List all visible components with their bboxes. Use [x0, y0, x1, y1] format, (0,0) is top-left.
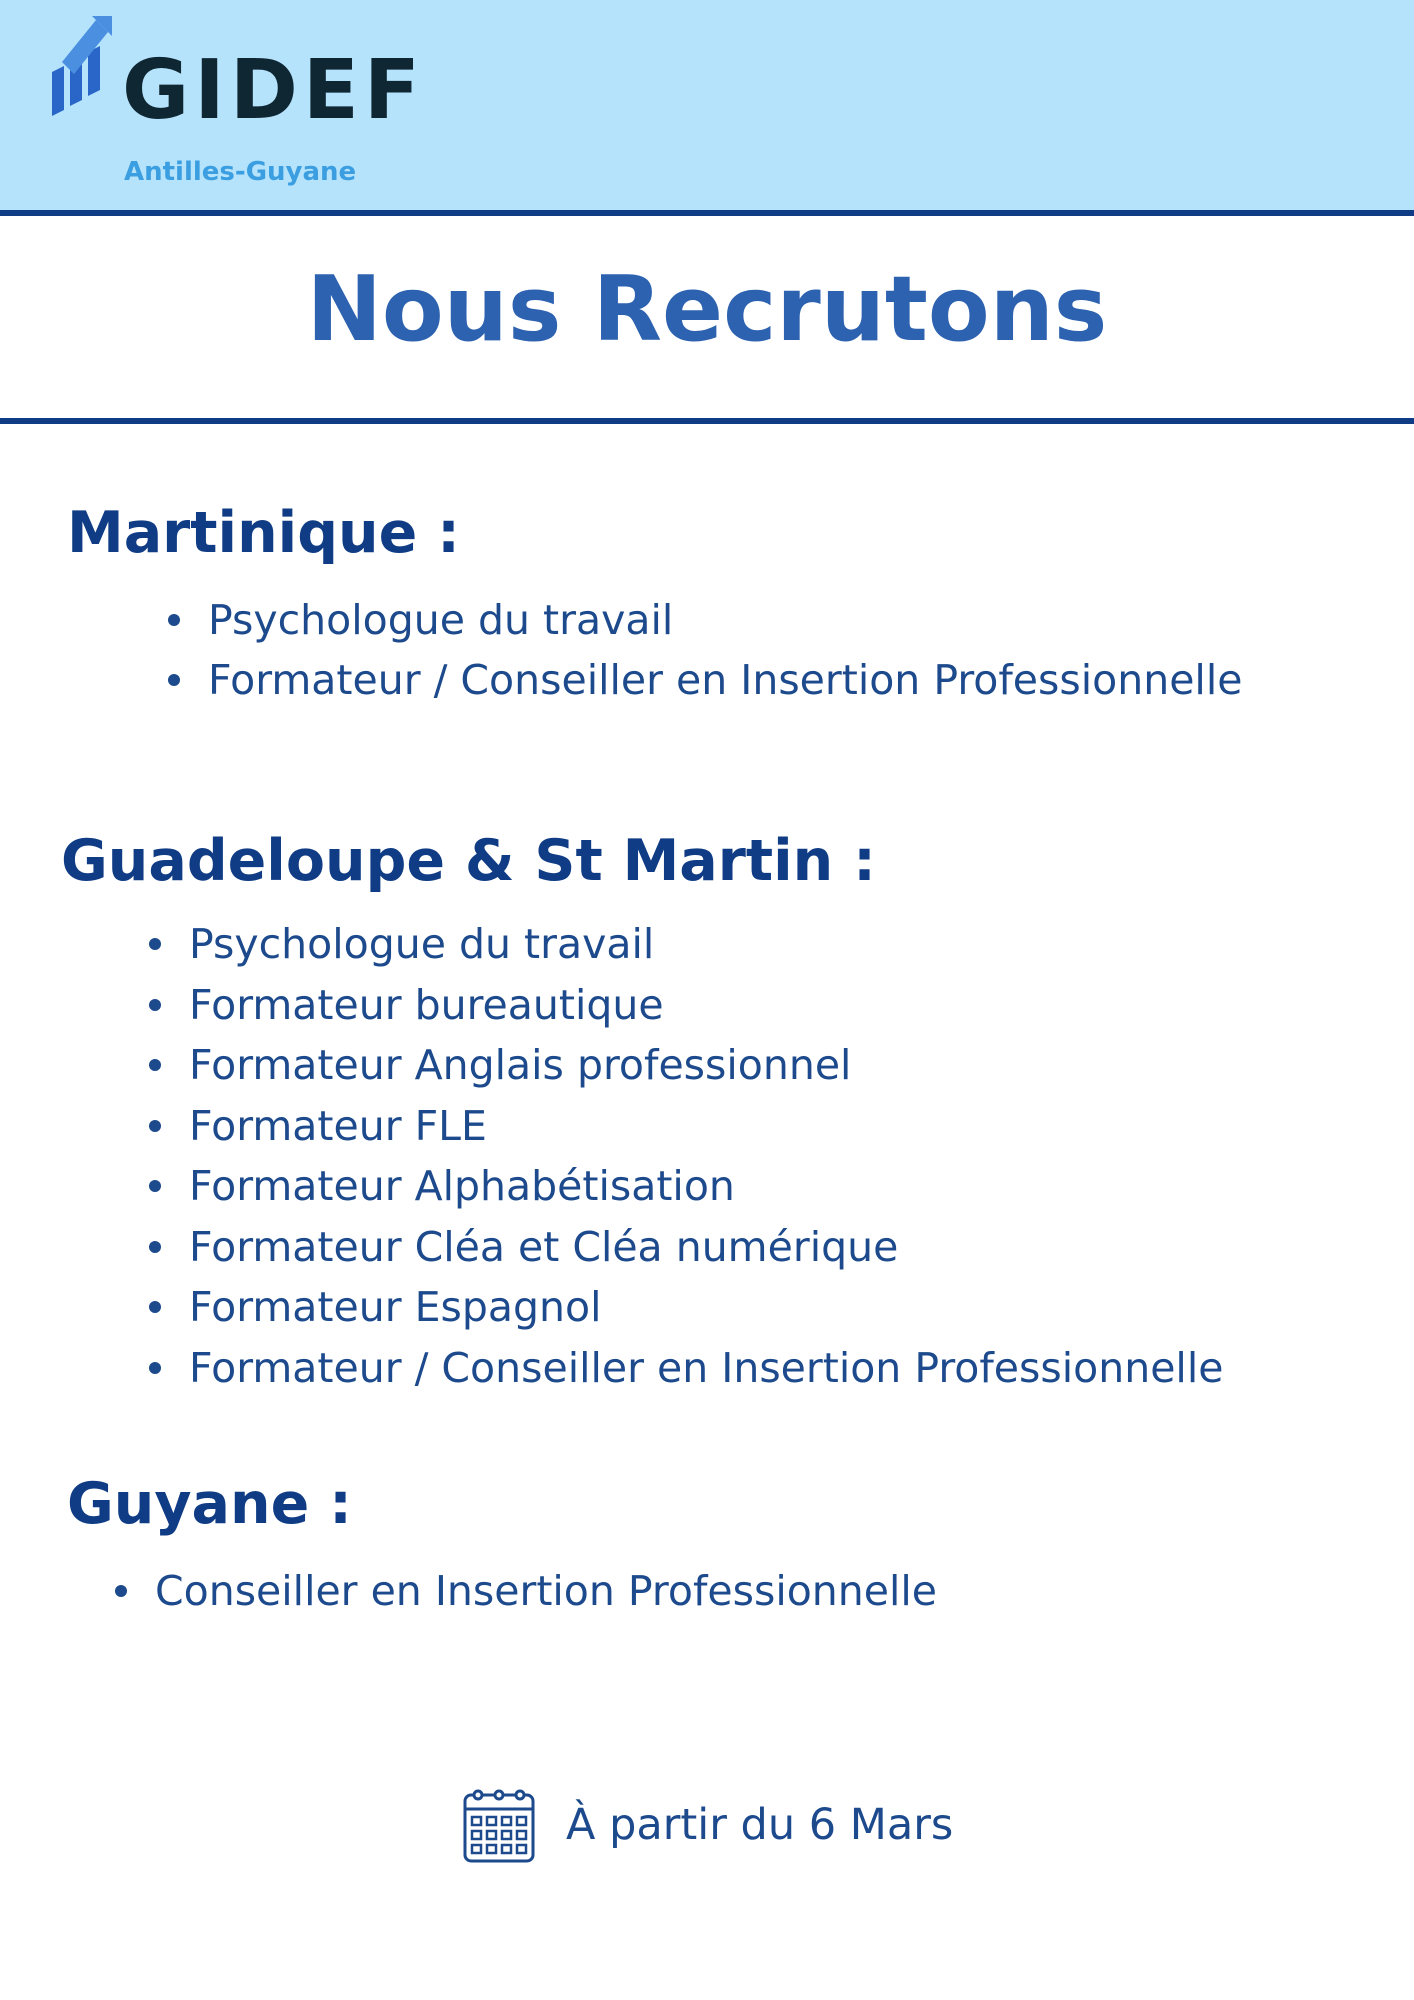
list-item: Formateur / Conseiller en Insertion Professionnelle — [166, 650, 1242, 710]
list-item: Formateur FLE — [147, 1096, 1223, 1157]
section-heading-martinique: Martinique : — [67, 500, 460, 566]
job-list-guyane — [113, 1561, 937, 1621]
list-item: Formateur Anglais professionnel — [147, 1035, 1223, 1096]
list-item: Formateur Alphabétisation — [147, 1156, 1223, 1217]
logo-arrow-icon — [52, 16, 114, 128]
list-item: Formateur bureautique — [147, 975, 1223, 1036]
list-item: Psychologue du travail — [147, 914, 1223, 975]
start-date-text: À partir du 6 Mars — [566, 1800, 954, 1850]
section-heading-guadeloupe: Guadeloupe & St Martin : — [61, 828, 876, 894]
calendar-icon — [462, 1785, 536, 1865]
list-item: Formateur / Conseiller en Insertion Professionnelle — [147, 1338, 1223, 1399]
page-title: Nous Recrutons — [306, 257, 1108, 362]
job-list-guadeloupe — [147, 914, 1223, 1398]
job-list-martinique — [166, 590, 1242, 710]
list-item: Conseiller en Insertion Professionnelle — [113, 1561, 937, 1621]
list-item: Formateur Espagnol — [147, 1277, 1223, 1338]
section-heading-guyane: Guyane : — [67, 1471, 352, 1537]
header-banner — [0, 0, 1414, 216]
list-item: Psychologue du travail — [166, 590, 1242, 650]
logo-wordmark: GIDEF — [122, 43, 425, 138]
title-divider — [0, 418, 1414, 424]
list-item: Formateur Cléa et Cléa numérique — [147, 1217, 1223, 1278]
logo-subtitle: Antilles-Guyane — [124, 157, 357, 187]
